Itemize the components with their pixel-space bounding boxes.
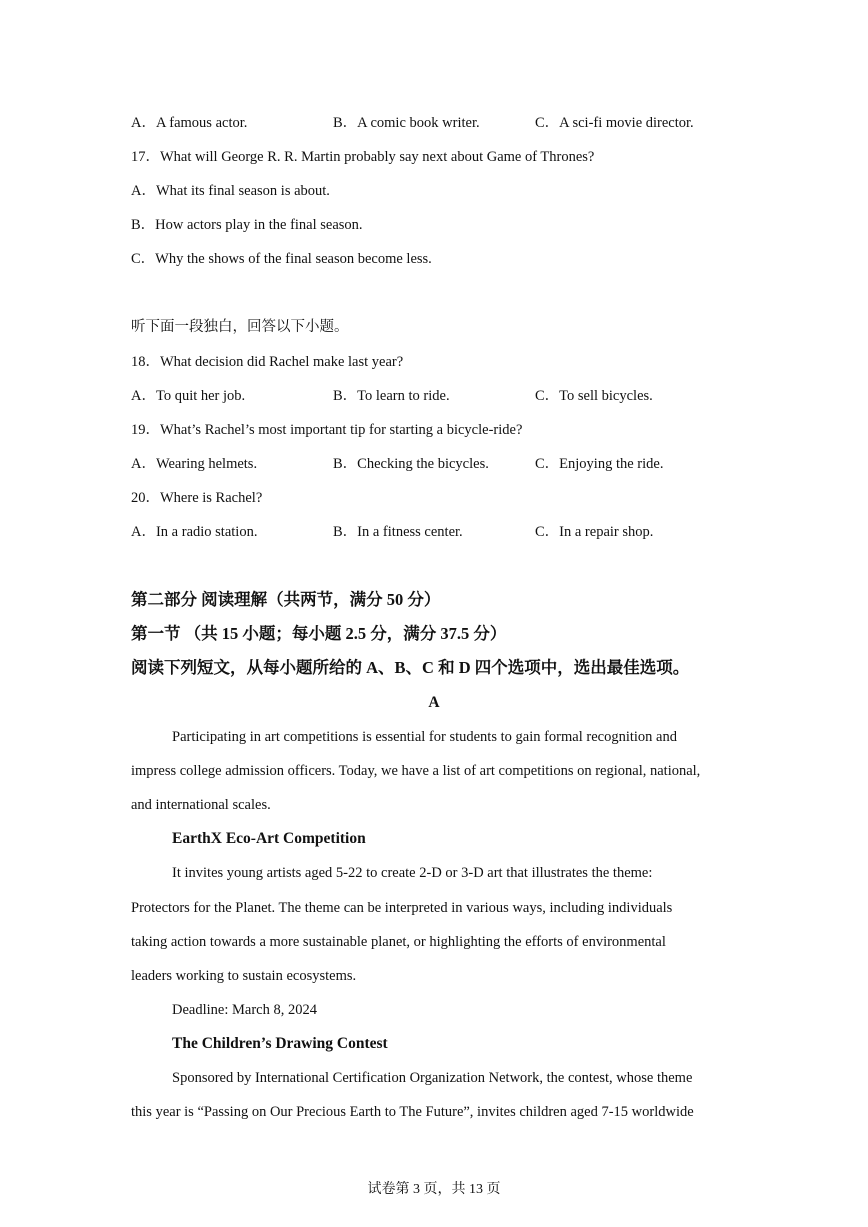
q18-question: 18．What decision did Rachel make last year? [131,354,404,370]
q20-option-c: C．In a repair shop. [535,524,654,540]
comp1-body-line-4: leaders working to sustain ecosystems. [131,968,357,984]
q16-option-c: C．A sci-fi movie director. [535,115,694,131]
q19-option-a: A．Wearing helmets. [131,456,258,472]
comp1-body-line-2: Protectors for the Planet. The theme can be interpreted in various ways, including individuals [131,900,673,916]
q17-option-a: A．What its final season is about. [131,183,330,199]
comp1-body-line-1: It invites young artists aged 5-22 to create 2-D or 3-D art that illustrates the theme: [172,865,653,881]
q19-option-c: C．Enjoying the ride. [535,456,664,472]
part2-section1: 第一节 （共 15 小题；每小题 2.5 分，满分 37.5 分） [131,624,507,643]
comp2-body-line-1: Sponsored by International Certification Organization Network, the contest, whose theme [172,1070,693,1086]
q19-option-b: B．Checking the bicycles. [333,456,489,472]
q17-option-b: B．How actors play in the final season. [131,217,363,233]
part2-title: 第二部分 阅读理解（共两节，满分 50 分） [131,590,441,609]
q20-question: 20．Where is Rachel? [131,490,263,506]
q20-option-a: A．In a radio station. [131,524,258,540]
q20-option-b: B．In a fitness center. [333,524,463,540]
comp2-body-line-2: this year is “Passing on Our Precious Earth to The Future”, invites children aged 7-15 worldwide [131,1104,694,1120]
comp1-title: EarthX Eco-Art Competition [172,830,366,847]
q18-option-a: A．To quit her job. [131,388,246,404]
passage-intro-line-2: impress college admission officers. Today, we have a list of art competitions on regional, national, [131,763,701,779]
q19-question: 19．What’s Rachel’s most important tip for starting a bicycle-ride? [131,422,523,438]
monologue-intro: 听下面一段独白，回答以下小题。 [131,319,349,335]
q16-option-a: A．A famous actor. [131,115,248,131]
comp2-title: The Children’s Drawing Contest [172,1035,388,1052]
passage-intro-line-3: and international scales. [131,797,271,813]
q18-option-b: B．To learn to ride. [333,388,450,404]
part2-instruction: 阅读下列短文，从每小题所给的 A、B、C 和 D 四个选项中，选出最佳选项。 [131,658,690,677]
comp1-body-line-3: taking action towards a more sustainable planet, or highlighting the efforts of environmental [131,934,666,950]
passage-intro-line-1: Participating in art competitions is essential for students to gain formal recognition and [172,729,677,745]
passage-label: A [428,694,440,711]
page-footer: 试卷第 3 页，共 13 页 [367,1182,501,1197]
comp1-deadline: Deadline: March 8, 2024 [172,1002,317,1018]
q16-option-b: B．A comic book writer. [333,115,480,131]
q18-option-c: C．To sell bicycles. [535,388,653,404]
q17-question: 17．What will George R. R. Martin probably say next about Game of Thrones? [131,149,595,165]
q17-option-c: C．Why the shows of the final season become less. [131,251,432,267]
